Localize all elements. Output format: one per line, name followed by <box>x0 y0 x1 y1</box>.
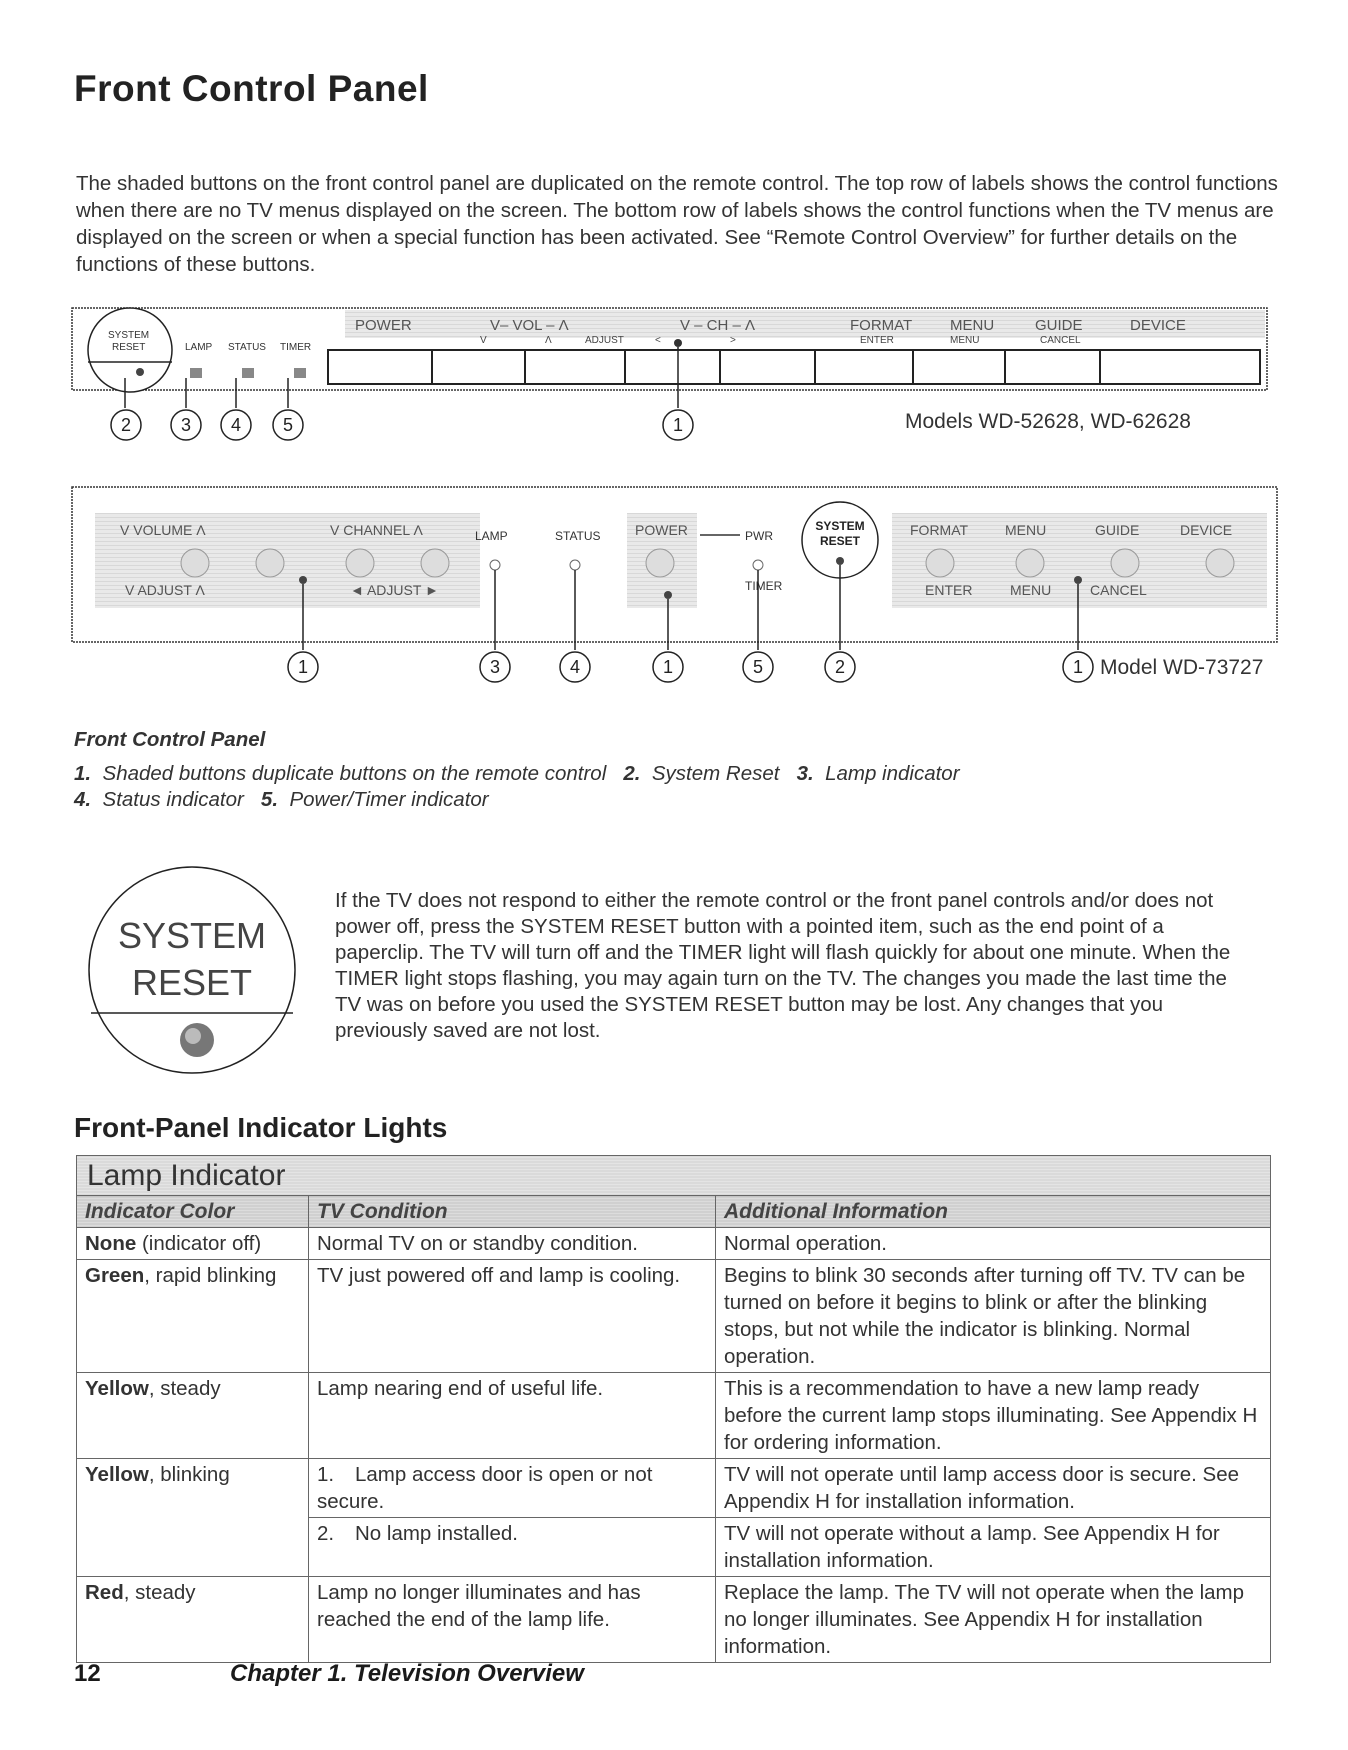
d1-callout-5: 5 <box>282 415 294 435</box>
d1-guide: GUIDE <box>1035 317 1083 334</box>
d2-channel: V CHANNEL Λ <box>330 522 423 538</box>
d2-status: STATUS <box>555 529 601 543</box>
d2-volume: V VOLUME Λ <box>120 522 206 538</box>
table-row: Yellow, blinking 1. Lamp access door is open or not secure. TV will not operate until lamp access door is secure. See Appendix H for installation information. <box>77 1459 1271 1518</box>
d2-timer: TIMER <box>745 579 783 593</box>
d1-gt: > <box>730 335 736 346</box>
chapter-title: Chapter 1. Television Overview <box>230 1660 584 1687</box>
col-header-condition: TV Condition <box>309 1196 716 1228</box>
d1-lamp-label: LAMP <box>185 342 213 353</box>
d1-timer-label: TIMER <box>280 342 312 353</box>
d1-device: DEVICE <box>1130 317 1186 334</box>
d2-format: FORMAT <box>910 522 969 538</box>
d2-menu2: MENU <box>1010 582 1052 598</box>
d2-adjust-left: V ADJUST Λ <box>125 582 205 598</box>
table-row: Green, rapid blinking TV just powered off and lamp is cooling. Begins to blink 30 seconds after turning off TV. TV can be turned on before it begins to blink or after the blinking stops, but not while the indicator is blinking. Normal operation. <box>77 1260 1271 1373</box>
svg-text:RESET: RESET <box>131 962 253 1003</box>
d1-cancel: CANCEL <box>1040 335 1081 346</box>
d2-callout-5: 5 <box>752 657 764 677</box>
figure-caption-title: Front Control Panel <box>74 728 266 751</box>
page-number: 12 <box>74 1660 101 1687</box>
d2-callout-1c: 1 <box>1072 657 1084 677</box>
d1-callout-2: 2 <box>120 415 132 435</box>
d2-reset: RESET <box>819 534 861 548</box>
d1-system-label: SYSTEM <box>108 330 150 341</box>
d1-callout-1: 1 <box>672 415 684 435</box>
d2-system: SYSTEM <box>815 519 865 533</box>
d1-lt: < <box>655 335 661 346</box>
col-header-color: Indicator Color <box>77 1196 309 1228</box>
d1-vol: V– VOL – Λ <box>490 317 569 334</box>
system-reset-paragraph: If the TV does not respond to either the remote control or the front panel controls and/or does not power off, press the SYSTEM RESET button with a pointed item, such as the end point of a paperclip. The TV will turn off and the TIMER light will flash quickly for about one minute. When the TIMER light stops flashing, you may again turn on the TV. The changes you made the last time the TV was on before you used the SYSTEM RESET button may be lost. Any changes that you previously saved are not lost. <box>335 889 1231 1042</box>
d1-menu: MENU <box>950 317 995 334</box>
d2-power: POWER <box>635 522 688 538</box>
intro-paragraph: The shaded buttons on the front control panel are duplicated on the remote control. The top row of labels shows the control functions when there are no TV menus displayed on the screen. The bottom row of labels shows the control functions when the TV menus are displayed on the screen or when a special function has been activated. See “Remote Control Overview” for further details on the functions of these buttons. <box>76 172 1278 276</box>
system-reset-icon <box>85 860 300 1080</box>
control-panel-diagram-1 <box>70 300 1270 450</box>
d2-callout-4: 4 <box>569 657 581 677</box>
figure-caption-line-2: 4. Status indicator 5. Power/Timer indicator <box>74 788 489 811</box>
d2-enter: ENTER <box>925 582 973 598</box>
d2-callout-1a: 1 <box>297 657 309 677</box>
control-panel-diagram-2 <box>70 485 1280 700</box>
d1-adjust: ADJUST <box>585 335 624 346</box>
d2-device: DEVICE <box>1180 522 1233 538</box>
d1-v: V <box>480 335 487 346</box>
d2-adjust-right: ◄ ADJUST ► <box>350 582 439 598</box>
d2-guide: GUIDE <box>1095 522 1140 538</box>
table-row: Red, steady Lamp no longer illuminates and has reached the end of the lamp life. Replace the lamp. The TV will not operate when the lamp no longer illuminates. See Appendix H for installation information. <box>77 1577 1271 1663</box>
d1-power: POWER <box>355 317 412 334</box>
d2-pwr: PWR <box>745 529 773 543</box>
d1-ch: V – CH – Λ <box>680 317 756 334</box>
table-row: Yellow, steady Lamp nearing end of useful life. This is a recommendation to have a new lamp ready before the current lamp stops illuminating. See Appendix H for ordering information. <box>77 1373 1271 1459</box>
d2-callout-1b: 1 <box>662 657 674 677</box>
d1-enter: ENTER <box>860 335 894 346</box>
d2-menu: MENU <box>1005 522 1047 538</box>
d1-status-label: STATUS <box>228 342 266 353</box>
section-title-indicator-lights: Front-Panel Indicator Lights <box>74 1112 448 1143</box>
d1-callout-4: 4 <box>230 415 242 435</box>
d1-menu2: MENU <box>950 335 980 346</box>
d2-lamp: LAMP <box>475 529 508 543</box>
d2-model: Model WD-73727 <box>1100 656 1264 679</box>
d1-callout-3: 3 <box>180 415 192 435</box>
table-row: None (indicator off) Normal TV on or standby condition. Normal operation. <box>77 1228 1271 1260</box>
lamp-indicator-table <box>76 1155 1271 1663</box>
table-row: 2. No lamp installed. TV will not operate without a lamp. See Appendix H for installation information. <box>77 1518 1271 1577</box>
figure-caption-line-1: 1. Shaded buttons duplicate buttons on the remote control 2. System Reset 3. Lamp indicator <box>74 762 960 785</box>
d2-callout-3: 3 <box>489 657 501 677</box>
d1-models: Models WD-52628, WD-62628 <box>905 410 1191 433</box>
d1-reset-label: RESET <box>112 342 146 353</box>
d2-cancel: CANCEL <box>1090 582 1147 598</box>
page-title: Front Control Panel <box>74 68 429 109</box>
col-header-info: Additional Information <box>716 1196 1271 1228</box>
d1-format: FORMAT <box>850 317 913 334</box>
d1-up: Λ <box>545 335 552 346</box>
table-title: Lamp Indicator <box>77 1156 1271 1196</box>
svg-text:SYSTEM: SYSTEM <box>117 915 267 956</box>
d2-callout-2: 2 <box>834 657 846 677</box>
